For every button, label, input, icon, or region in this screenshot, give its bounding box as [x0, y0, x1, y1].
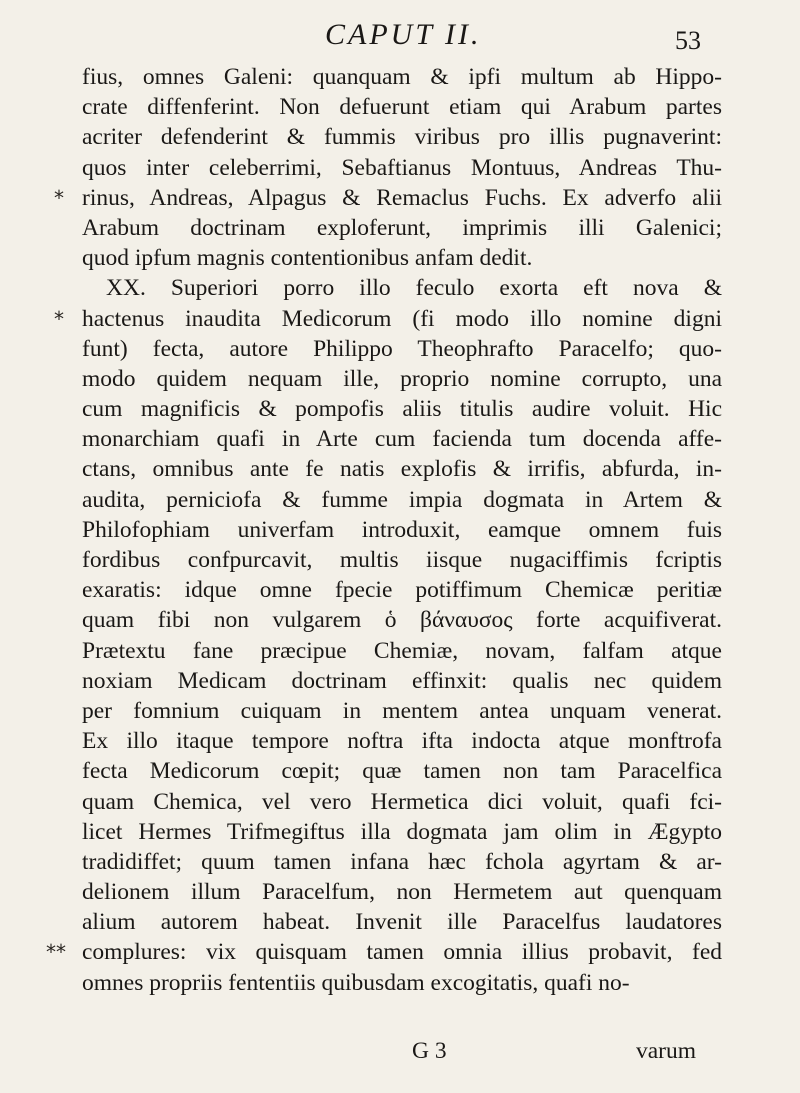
line-text: fordibus confpurcavit, multis iisque nugaciffimis fcriptis — [82, 547, 722, 573]
text-line — [82, 515, 722, 545]
line-text: tradidiffet; quum tamen infana hæc fchola agyrtam & ar- — [82, 848, 722, 875]
text-line — [54, 304, 722, 334]
body-text — [46, 62, 722, 998]
text-line — [82, 605, 722, 635]
text-line — [82, 877, 722, 907]
page-number: 53 — [675, 26, 701, 55]
text-line — [82, 364, 722, 394]
text-line — [82, 636, 722, 666]
line-text: alium autorem habeat. Invenit ille Paracelfus laudatores — [82, 909, 722, 936]
text-line — [82, 424, 722, 454]
text-line — [82, 666, 722, 696]
line-text: modo quidem nequam ille, proprio nomine corrupto, una — [82, 365, 722, 392]
signature-mark: G 3 — [412, 1038, 447, 1064]
margin-marker: ** — [46, 940, 66, 965]
line-text: delionem illum Paracelfum, non Hermetem aut quenquam — [82, 879, 722, 906]
text-line — [82, 213, 722, 243]
text-line — [82, 62, 722, 92]
line-text: audita, perniciofa & fumme impia dogmata in Artem & — [82, 486, 722, 513]
line-text: cum magnificis & pompofis aliis titulis audire voluit. Hic — [82, 396, 722, 423]
line-text: exaratis: idque omne fpecie potiffimum Chemicæ peritiæ — [82, 577, 722, 604]
line-text: monarchiam quafi in Arte cum facienda tum docenda affe- — [82, 426, 722, 453]
running-head: CAPUT II. — [325, 18, 482, 51]
text-line — [82, 485, 722, 515]
line-text: XX. Superiori porro illo feculo exorta eft nova & — [106, 275, 722, 302]
margin-marker: * — [54, 185, 64, 210]
line-text: complures: vix quisquam tamen omnia illius probavit, fed — [82, 939, 722, 966]
text-line — [82, 968, 722, 998]
line-text: quam Chemica, vel vero Hermetica dici voluit, quafi fci- — [82, 788, 722, 815]
line-text: fecta Medicorum cœpit; quæ tamen non tam Paracelfica — [82, 758, 722, 785]
text-line — [82, 787, 722, 817]
text-line — [46, 937, 722, 967]
line-text: Arabum doctrinam exploferunt, imprimis illi Galenici; — [82, 214, 722, 241]
text-line — [82, 907, 722, 937]
line-text: licet Hermes Trifmegiftus illa dogmata jam olim in Ægypto — [82, 818, 722, 845]
text-line — [82, 454, 722, 484]
line-text: Prætextu fane præcipue Chemiæ, novam, falfam atque — [82, 637, 722, 664]
line-text: acriter defenderint & fummis viribus pro illis pugnaverint: — [82, 124, 722, 151]
line-text: hactenus inaudita Medicorum (fi modo illo nomine digni — [82, 305, 722, 332]
page-header — [0, 18, 800, 62]
line-text: per fomnium cuiquam in mentem antea unquam venerat. — [82, 697, 722, 724]
text-line — [82, 545, 722, 575]
text-line — [82, 122, 722, 152]
text-line — [82, 394, 722, 424]
line-text: ctans, omnibus ante fe natis explofis & irrifis, abfurda, in- — [82, 456, 722, 483]
catchword: varum — [636, 1038, 697, 1064]
text-line — [82, 817, 722, 847]
text-line — [82, 726, 722, 756]
text-line — [82, 847, 722, 877]
text-line — [54, 183, 722, 213]
text-line — [82, 92, 722, 122]
line-text: quam fibi non vulgarem ὁ βάναυσος forte acquifiverat. — [82, 607, 722, 634]
line-text: quod ipfum magnis contentionibus anfam dedit. — [82, 245, 533, 272]
text-line — [82, 334, 722, 364]
text-line — [82, 243, 722, 273]
line-text: omnes propriis fententiis quibusdam excogitatis, quafi no- — [82, 969, 630, 996]
line-text: crate diffenferint. Non defuerunt etiam qui Arabum partes — [82, 94, 722, 121]
line-text: funt) fecta, autore Philippo Theophrafto Paracelfo; quo- — [82, 335, 722, 362]
text-line — [82, 575, 722, 605]
page-footer — [0, 1038, 800, 1070]
line-text: quos inter celeberrimi, Sebaftianus Montuus, Andreas Thu- — [82, 154, 722, 181]
line-text: Ex illo itaque tempore noftra ifta indocta atque monftrofa — [82, 728, 722, 755]
line-text: fius, omnes Galeni: quanquam & ipfi multum ab Hippo- — [82, 64, 722, 90]
line-text: rinus, Andreas, Alpagus & Remaclus Fuchs. Ex adverfo alii — [82, 184, 722, 211]
text-line — [82, 273, 722, 303]
text-line — [82, 153, 722, 183]
line-text: noxiam Medicam doctrinam effinxit: qualis nec quidem — [82, 667, 722, 694]
text-line — [82, 696, 722, 726]
margin-marker: * — [54, 306, 64, 331]
line-text: Philofophiam univerfam introduxit, eamque omnem fuis — [82, 516, 722, 543]
text-line — [82, 756, 722, 786]
